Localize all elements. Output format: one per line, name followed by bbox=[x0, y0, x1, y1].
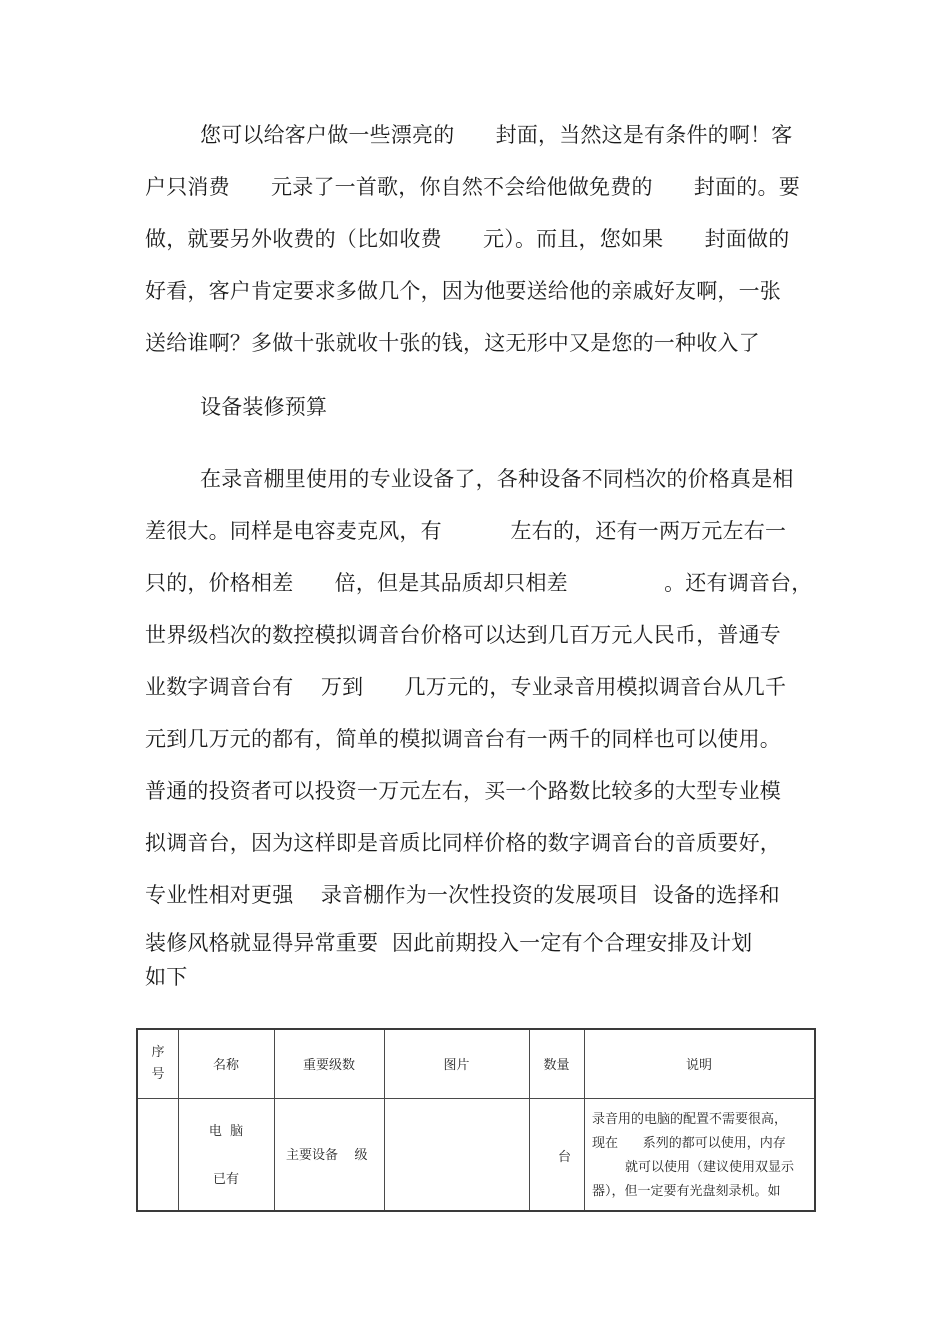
header-level: 重要级数 bbox=[302, 1058, 355, 1073]
row-level: 主要设备 级 bbox=[286, 1148, 368, 1163]
header-desc: 说明 bbox=[685, 1058, 712, 1073]
text-line: 差很大。同样是电容麦克风，有 左右的，还有一两万元左右一 bbox=[145, 519, 787, 543]
row-qty: 台 bbox=[558, 1150, 572, 1165]
row-name: 电 脑 已有 bbox=[208, 1124, 244, 1187]
text-line: 做，就要另外收费的（比如收费 元）。而且，您如果 封面做的 bbox=[145, 227, 790, 251]
text-line: 元到几万元的都有，简单的模拟调音台有一两千的同样也可以使用。 bbox=[145, 727, 781, 751]
text-line: 在录音棚里使用的专业设备了，各种设备不同档次的价格真是相 bbox=[145, 467, 794, 491]
header-image: 图片 bbox=[443, 1058, 470, 1073]
heading-text: 设备装修预算 bbox=[145, 395, 328, 419]
text-line: 拟调音台，因为这样即是音质比同样价格的数字调音台的音质要好， bbox=[145, 831, 781, 855]
text-line: 您可以给客户做一些漂亮的 封面，当然这是有条件的啊！客 bbox=[145, 123, 793, 147]
text-line: 只的，价格相差 倍，但是其品质却只相差 。还有调音台， bbox=[145, 571, 813, 595]
text-line: 专业性相对更强 录音棚作为一次性投资的发展项目 设备的选择和 bbox=[145, 883, 780, 907]
text-line: 户只消费 元录了一首歌，你自然不会给他做免费的 封面的。要 bbox=[145, 175, 800, 199]
text-line: 世界级档次的数控模拟调音台价格可以达到几百万元人民币，普通专 bbox=[145, 623, 781, 647]
header-seq: 序 号 bbox=[151, 1045, 165, 1082]
text-line: 装修风格就显得异常重要 因此前期投入一定有个合理安排及计划 bbox=[145, 931, 753, 955]
row-desc: 录音用的电脑的配置不需要很高， 现在 系列的都可以使用，内存 就可以使用（建议使用双显示 器），但一定要有光盘刻录机。如 bbox=[592, 1112, 795, 1199]
text-line: 业数字调音台有 万到 几万元的，专业录音用模拟调音台从几千 bbox=[145, 675, 787, 699]
text-line: 如下 bbox=[145, 965, 188, 989]
table-row-divider bbox=[138, 1098, 814, 1099]
text-line: 好看，客户肯定要求多做几个，因为他要送给他的亲戚好友啊，一张 bbox=[145, 279, 781, 303]
header-qty: 数量 bbox=[543, 1058, 570, 1073]
equipment-table bbox=[136, 1028, 816, 1212]
text-line: 普通的投资者可以投资一万元左右，买一个路数比较多的大型专业模 bbox=[145, 779, 781, 803]
header-name: 名称 bbox=[212, 1058, 239, 1073]
text-line: 送给谁啊？多做十张就收十张的钱，这无形中又是您的一种收入了 bbox=[145, 331, 760, 355]
